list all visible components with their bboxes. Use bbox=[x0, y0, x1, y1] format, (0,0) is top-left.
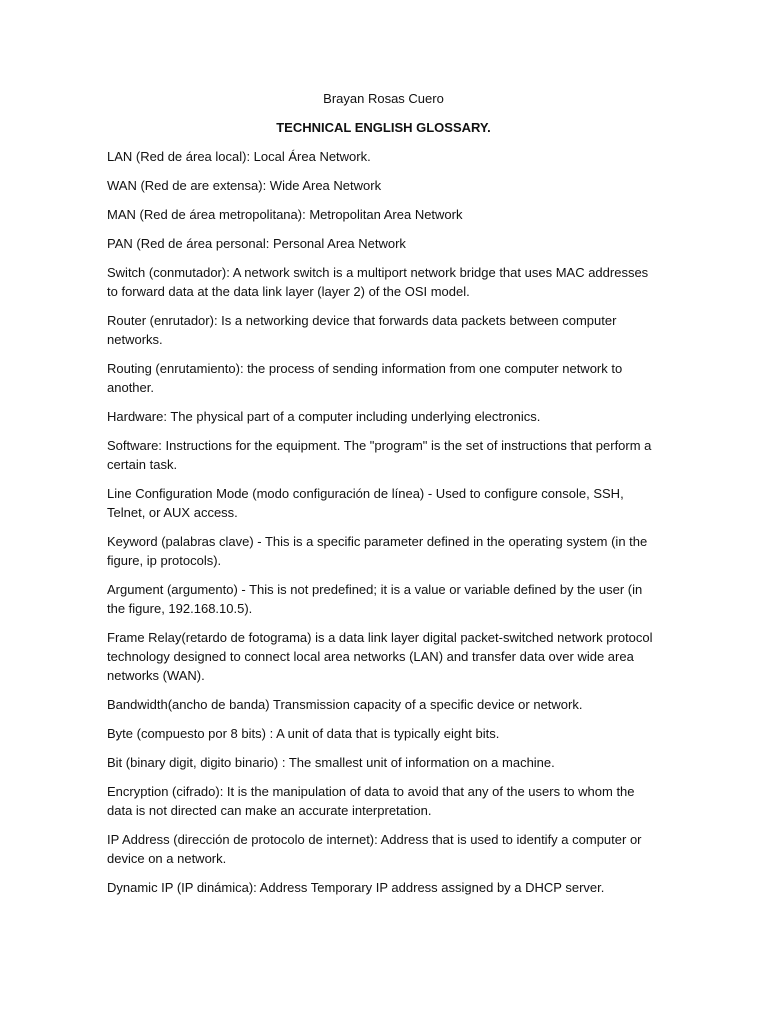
glossary-entry-man: MAN (Red de área metropolitana): Metropolitan Area Network bbox=[107, 207, 463, 222]
glossary-entry-ip-address: IP Address (dirección de protocolo de internet): Address that is used to identify a computer or device on a network. bbox=[107, 832, 642, 866]
author-name: Brayan Rosas Cuero bbox=[323, 91, 444, 106]
glossary-list bbox=[107, 147, 660, 897]
glossary-entry-hardware: Hardware: The physical part of a computer including underlying electronics. bbox=[107, 409, 541, 424]
glossary-entry-pan: PAN (Red de área personal: Personal Area Network bbox=[107, 236, 406, 251]
glossary-entry-keyword: Keyword (palabras clave) - This is a specific parameter defined in the operating system (in the figure, ip protocols). bbox=[107, 534, 648, 568]
glossary-entry-lan: LAN (Red de área local): Local Área Network. bbox=[107, 149, 371, 164]
glossary-entry-switch: Switch (conmutador): A network switch is a multiport network bridge that uses MAC addresses to forward data at the data link layer (layer 2) of the OSI model. bbox=[107, 265, 649, 299]
glossary-entry-software: Software: Instructions for the equipment. The "program" is the set of instructions that perform a certain task. bbox=[107, 438, 652, 472]
glossary-entry-wan: WAN (Red de are extensa): Wide Area Network bbox=[107, 178, 382, 193]
glossary-entry-bit: Bit (binary digit, digito binario) : The smallest unit of information on a machine. bbox=[107, 755, 555, 770]
glossary-entry-dynamic-ip: Dynamic IP (IP dinámica): Address Temporary IP address assigned by a DHCP server. bbox=[107, 880, 605, 895]
document-title: TECHNICAL ENGLISH GLOSSARY. bbox=[276, 120, 491, 135]
glossary-entry-encryption: Encryption (cifrado): It is the manipulation of data to avoid that any of the users to whom the data is not directed can make an accurate interpretation. bbox=[107, 784, 635, 818]
glossary-entry-routing: Routing (enrutamiento): the process of sending information from one computer network to another. bbox=[107, 361, 623, 395]
glossary-entry-line-configuration-mode: Line Configuration Mode (modo configuración de línea) - Used to configure console, SSH, Telnet, or AUX access. bbox=[107, 486, 624, 520]
glossary-entry-bandwidth: Bandwidth(ancho de banda) Transmission capacity of a specific device or network. bbox=[107, 697, 583, 712]
glossary-entry-byte: Byte (compuesto por 8 bits) : A unit of data that is typically eight bits. bbox=[107, 726, 500, 741]
glossary-entry-router: Router (enrutador): Is a networking device that forwards data packets between computer networks. bbox=[107, 313, 617, 347]
glossary-entry-frame-relay: Frame Relay(retardo de fotograma) is a data link layer digital packet-switched network protocol technology designed to connect local area networks (LAN) and transfer data over wide area networks (WAN). bbox=[107, 630, 653, 683]
glossary-entry-argument: Argument (argumento) - This is not predefined; it is a value or variable defined by the user (in the figure, 192.168.10.5). bbox=[107, 582, 643, 616]
